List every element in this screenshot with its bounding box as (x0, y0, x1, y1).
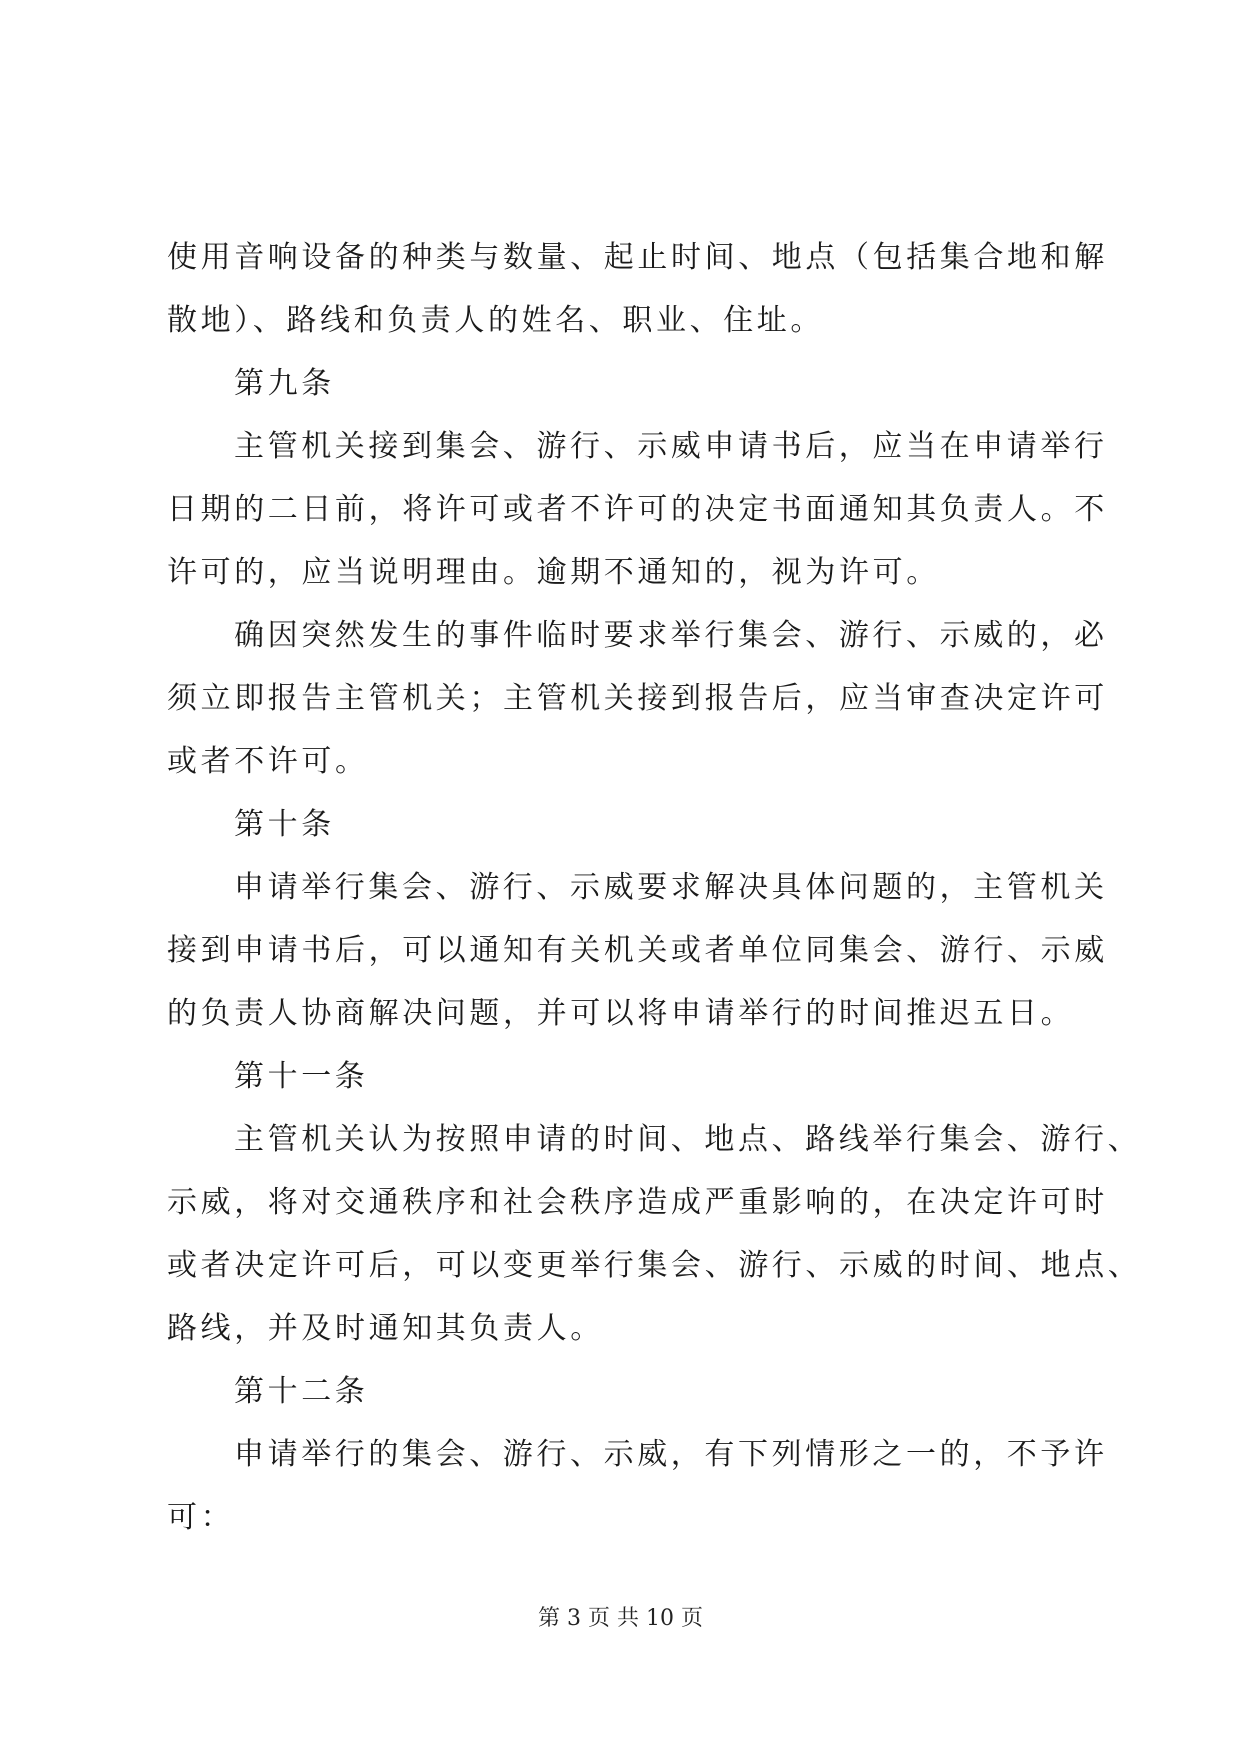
text-line: 日期的二日前，将许可或者不许可的决定书面通知其负责人。不 (167, 492, 1108, 527)
text-line: 可： (167, 1500, 235, 1535)
text-line: 使用音响设备的种类与数量、起止时间、地点（包括集合地和解 (167, 240, 1108, 275)
text-line: 主管机关接到集会、游行、示威申请书后，应当在申请举行 (234, 429, 1108, 464)
article-heading: 第九条 (234, 366, 335, 401)
text-line: 路线，并及时通知其负责人。 (167, 1311, 604, 1346)
text-line: 或者不许可。 (167, 744, 369, 779)
text-line: 散地）、路线和负责人的姓名、职业、住址。 (167, 303, 824, 338)
article-heading: 第十二条 (234, 1374, 369, 1409)
text-line: 接到申请书后，可以通知有关机关或者单位同集会、游行、示威 (167, 933, 1108, 968)
text-line: 确因突然发生的事件临时要求举行集会、游行、示威的，必 (234, 618, 1108, 653)
text-line: 须立即报告主管机关；主管机关接到报告后，应当审查决定许可 (167, 681, 1108, 716)
text-line: 示威，将对交通秩序和社会秩序造成严重影响的，在决定许可时 (167, 1185, 1108, 1220)
text-line: 许可的，应当说明理由。逾期不通知的，视为许可。 (167, 555, 940, 590)
article-heading: 第十一条 (234, 1059, 369, 1094)
text-line: 申请举行的集会、游行、示威，有下列情形之一的，不予许 (234, 1437, 1108, 1472)
text-line: 的负责人协商解决问题，并可以将申请举行的时间推迟五日。 (167, 996, 1075, 1031)
document-body (167, 226, 1142, 1549)
text-line: 主管机关认为按照申请的时间、地点、路线举行集会、游行、 (234, 1122, 1142, 1157)
article-heading: 第十条 (234, 807, 335, 842)
text-line: 申请举行集会、游行、示威要求解决具体问题的，主管机关 (234, 870, 1108, 905)
page-number-footer: 第 3 页 共 10 页 (538, 1606, 703, 1631)
text-line: 或者决定许可后，可以变更举行集会、游行、示威的时间、地点、 (167, 1248, 1142, 1283)
